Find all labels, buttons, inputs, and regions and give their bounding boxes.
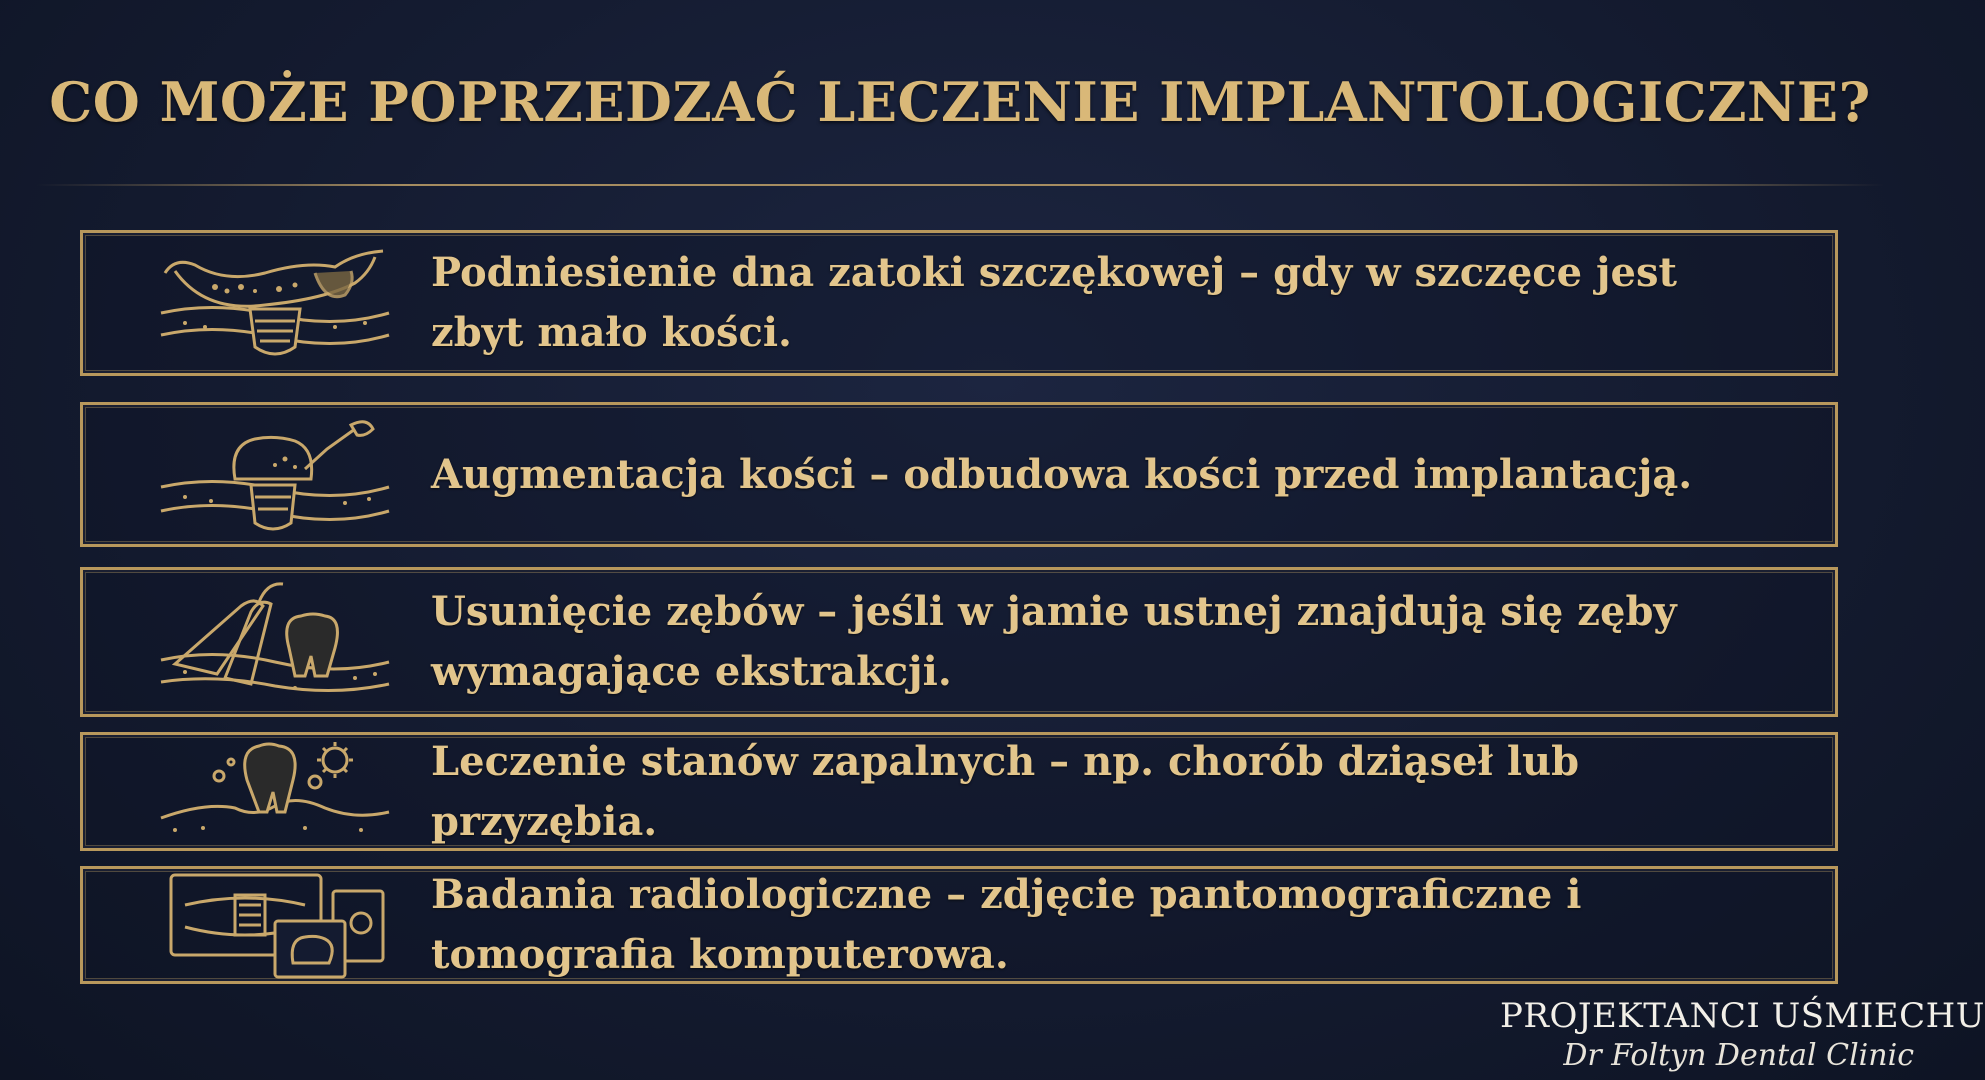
sinus-lift-icon <box>155 243 395 363</box>
list-item-text: Podniesienie dna zatoki szczękowej – gdy w szczęce jest zbyt mało kości. <box>431 249 1677 356</box>
brand-logo <box>1500 996 1985 1073</box>
list-item-inflammation-treatment <box>80 732 1838 851</box>
brand-name: PROJEKTANCI UŚMIECHU <box>1500 996 1985 1036</box>
list-item-text: Augmentacja kości – odbudowa kości przed implantacją. <box>431 450 1693 498</box>
x-ray-scans-icon <box>155 865 395 985</box>
list-item-text: Leczenie stanów zapalnych – np. chorób dziąseł lub przyzębia. <box>431 737 1580 845</box>
inflamed-tooth-icon <box>155 732 395 852</box>
list-item-tooth-extraction <box>80 567 1838 717</box>
list-item-bone-augmentation <box>80 402 1838 547</box>
tooth-extraction-icon <box>155 582 395 702</box>
list-item-text: Usunięcie zębów – jeśli w jamie ustnej znajdują się zęby wymagające ekstrakcji. <box>431 588 1677 695</box>
brand-subtitle: Dr Foltyn Dental Clinic <box>1563 1038 1914 1073</box>
bone-augmentation-icon <box>155 415 395 535</box>
list-item-sinus-lift <box>80 230 1838 376</box>
title-divider <box>36 184 1884 186</box>
list-item-radiology <box>80 866 1838 984</box>
page-title: CO MOŻE POPRZEDZAĆ LECZENIE IMPLANTOLOGICZNE? <box>49 70 1871 134</box>
list-item-text: Badania radiologiczne – zdjęcie pantomograficzne i tomografia komputerowa. <box>431 871 1582 978</box>
